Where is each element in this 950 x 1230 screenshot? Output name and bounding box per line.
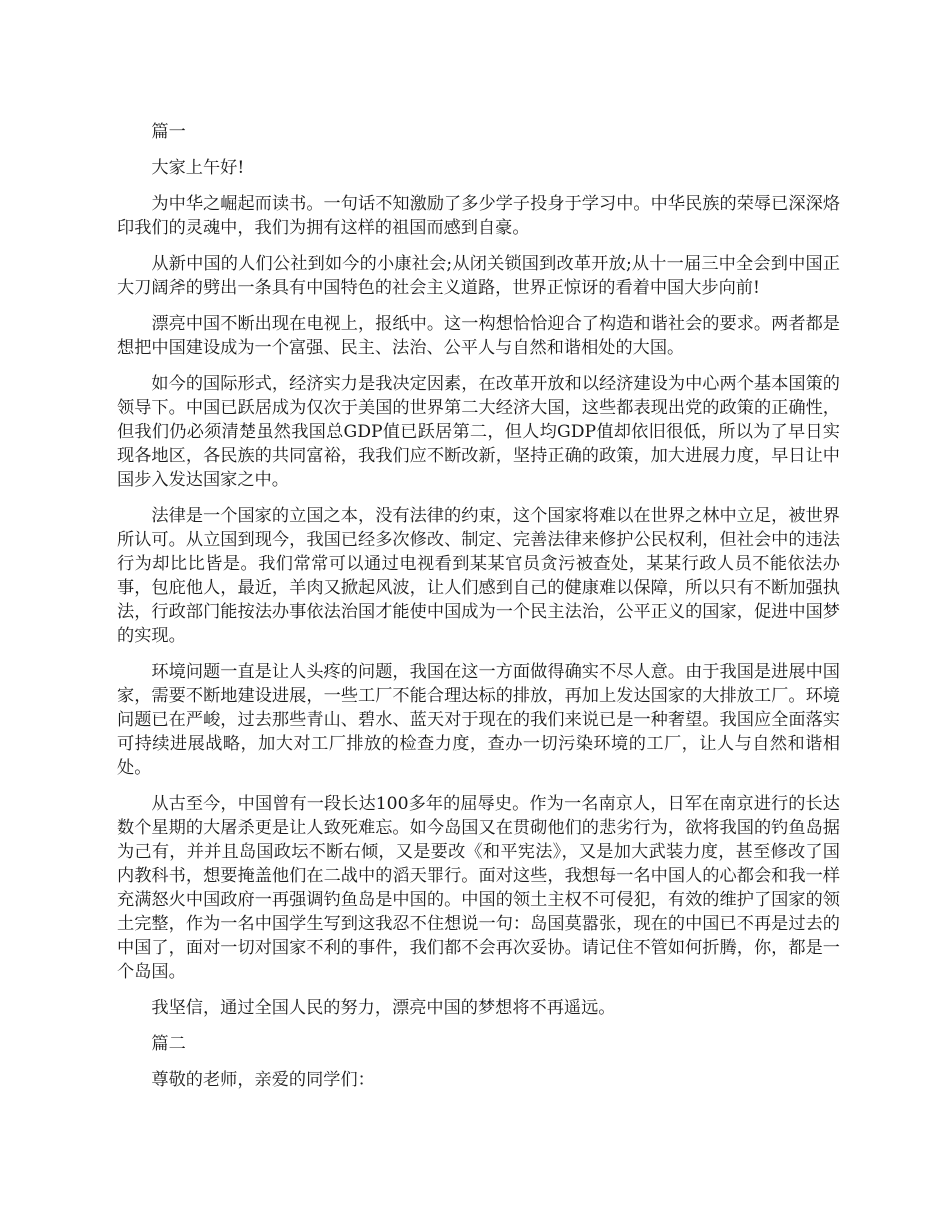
greeting: 大家上午好! [151,158,245,178]
document-page [117,120,840,1104]
paragraph: 从新中国的人们公社到如今的小康社会;从闭关锁国到改革开放;从十一届三中全会到中国正大刀阔斧的劈出一条具有中国特色的社会主义道路，世界正惊讶的看着中国大步向前! [117,254,840,298]
section-heading-2: 篇二 [151,1034,186,1054]
paragraph: 如今的国际形式，经济实力是我决定因素，在改革开放和以经济建设为中心两个基本国策的领导下。中国已跃居成为仅次于美国的世界第二大经济大国，这些都表现出党的政策的正确性，但我们仍必须清楚虽然我国总GDP值已跃居第二，但人均GDP值却依旧很低，所以为了早日实现各地区，各民族的共同富裕，我我们应不断改新，坚持正确的政策，加大进展力度，早日让中国步入发达国家之中。 [117,374,840,490]
salutation: 尊敬的老师，亲爱的同学们： [151,1070,375,1090]
paragraph: 漂亮中国不断出现在电视上，报纸中。这一构想恰恰迎合了构造和谐社会的要求。两者都是想把中国建设成为一个富强、民主、法治、公平人与自然和谐相处的大国。 [117,314,840,358]
paragraph: 从古至今，中国曾有一段长达100多年的屈辱史。作为一名南京人，日军在南京进行的长达数个星期的大屠杀更是让人致死难忘。如今岛国又在贯砌他们的悲劣行为，欲将我国的钓鱼岛据为己有，并并且岛国政坛不断右倾，又是要改《和平宪法》，又是加大武装力度，甚至修改了国内教科书，想要掩盖他们在二战中的滔天罪行。面对这些，我想每一名中国人的心都会和我一样充满怒火中国政府一再强调钓鱼岛是中国的。中国的领土主权不可侵犯，有效的维护了国家的领土完整，作为一名中国学生写到这我忍不住想说一句：岛国莫嚣张，现在的中国已不再是过去的中国了，面对一切对国家不利的事件，我们都不会再次妥协。请记住不管如何折腾，你，都是一个岛国。 [117,794,840,982]
section-heading-1: 篇一 [151,122,186,142]
paragraph: 为中华之崛起而读书。一句话不知激励了多少学子投身于学习中。中华民族的荣辱已深深烙印我们的灵魂中，我们为拥有这样的祖国而感到自豪。 [117,194,840,238]
paragraph: 法律是一个国家的立国之本，没有法律的约束，这个国家将难以在世界之林中立足，被世界所认可。从立国到现今，我国已经多次修改、制定、完善法律来修护公民权利，但社会中的违法行为却比比皆是。我们常常可以通过电视看到某某官员贪污被查处，某某行政人员不能依法办事，包庇他人，最近，羊肉又掀起风波，让人们感到自己的健康难以保障，所以只有不断加强执法，行政部门能按法办事依法治国才能使中国成为一个民主法治，公平正义的国家，促进中国梦的实现。 [117,506,840,646]
paragraph: 环境问题一直是让人头疼的问题，我国在这一方面做得确实不尽人意。由于我国是进展中国家，需要不断地建设进展，一些工厂不能合理达标的排放，再加上发达国家的大排放工厂。环境问题已在严峻，过去那些青山、碧水、蓝天对于现在的我们来说已是一种奢望。我国应全面落实可持续进展战略，加大对工厂排放的检查力度，查办一切污染环境的工厂，让人与自然和谐相处。 [117,662,840,778]
paragraph: 我坚信，通过全国人民的努力，漂亮中国的梦想将不再遥远。 [151,998,616,1018]
